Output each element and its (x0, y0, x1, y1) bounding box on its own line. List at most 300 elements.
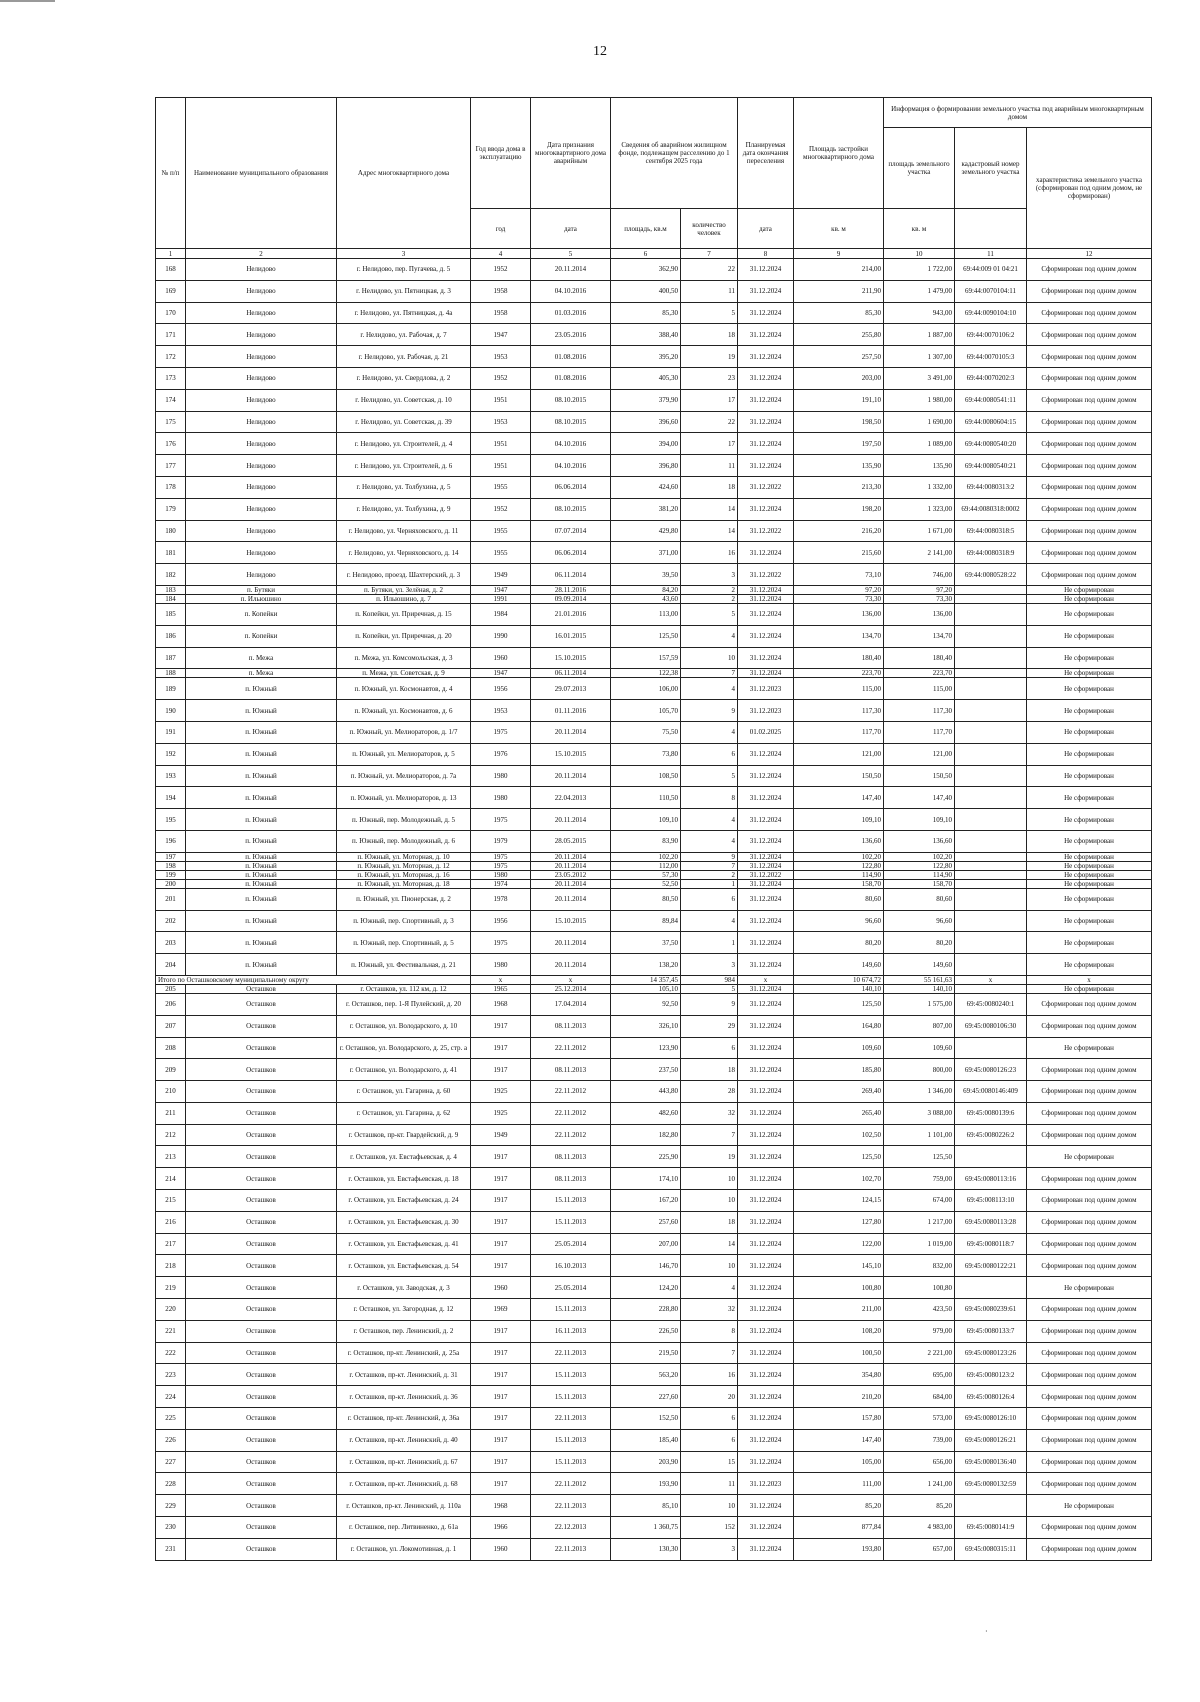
cadastral-number (955, 625, 1027, 647)
people: 15 (681, 1451, 738, 1473)
building-area: 211,00 (794, 1299, 884, 1321)
row-number: 184 (156, 594, 186, 603)
land-status: Сформирован под одним домом (1027, 411, 1152, 433)
people: 2 (681, 870, 738, 879)
emergency-date: 15.10.2015 (531, 647, 611, 669)
row-number: 193 (156, 765, 186, 787)
people: 5 (681, 302, 738, 324)
table-row (156, 954, 1152, 976)
people: 5 (681, 984, 738, 993)
planned-date: 31.12.2024 (738, 346, 794, 368)
year-built: 1917 (471, 1408, 531, 1430)
people: 17 (681, 389, 738, 411)
building-area: 158,70 (794, 879, 884, 888)
building-area: 117,70 (794, 721, 884, 743)
area: 152,50 (611, 1408, 681, 1430)
table-row (156, 1124, 1152, 1146)
year-built: 1952 (471, 259, 531, 281)
table-row (156, 594, 1152, 603)
area: 122,38 (611, 669, 681, 678)
address: г. Нелидово, ул. Советская, д. 10 (337, 389, 471, 411)
land-area: 3 088,00 (884, 1102, 955, 1124)
building-area: 198,20 (794, 498, 884, 520)
cadastral-number: 69:44:0080540:21 (955, 455, 1027, 477)
land-status: Сформирован под одним домом (1027, 1081, 1152, 1103)
planned-date: 31.12.2024 (738, 932, 794, 954)
cadastral-number: 69:44:0070105:3 (955, 346, 1027, 368)
municipality: п. Копейки (186, 625, 337, 647)
emergency-date: 22.11.2012 (531, 1124, 611, 1146)
area: 108,50 (611, 765, 681, 787)
address: г. Осташков, пр-кт. Ленинский, д. 25а (337, 1342, 471, 1364)
emergency-date: 09.09.2014 (531, 594, 611, 603)
row-number: 213 (156, 1146, 186, 1168)
cadastral-number: 69:45:0080315:11 (955, 1538, 1027, 1560)
table-row (156, 932, 1152, 954)
people: 4 (681, 625, 738, 647)
people: 6 (681, 1429, 738, 1451)
address: г. Нелидово, ул. Черняховского, д. 11 (337, 520, 471, 542)
municipality: Осташков (186, 1517, 337, 1539)
address: п. Бутяки, ул. Зелёная, д. 2 (337, 585, 471, 594)
year-built: 1960 (471, 647, 531, 669)
unit-date2: дата (738, 209, 794, 249)
col-land-char-header: характеристика земельного участка (сформирован под одним домом, не сформирован) (1027, 128, 1152, 249)
row-number: 174 (156, 389, 186, 411)
cadastral-number: 69:45:0080123:2 (955, 1364, 1027, 1386)
table-row (156, 564, 1152, 586)
area: 85,30 (611, 302, 681, 324)
address: г. Нелидово, ул. Строителей, д. 4 (337, 433, 471, 455)
land-area: 979,00 (884, 1320, 955, 1342)
table-row (156, 1277, 1152, 1299)
municipality: п. Южный (186, 932, 337, 954)
emergency-date: 28.11.2016 (531, 585, 611, 594)
address: г. Осташков, ул. 112 км, д. 12 (337, 984, 471, 993)
year-built: 1990 (471, 625, 531, 647)
row-number: 218 (156, 1255, 186, 1277)
cadastral-number (955, 852, 1027, 861)
planned-date: 31.12.2024 (738, 1190, 794, 1212)
planned-date: 31.12.2022 (738, 520, 794, 542)
row-number: 216 (156, 1211, 186, 1233)
year-built: 1955 (471, 476, 531, 498)
area: 207,00 (611, 1233, 681, 1255)
building-area: 114,90 (794, 870, 884, 879)
cadastral-number (955, 954, 1027, 976)
municipality: Осташков (186, 1320, 337, 1342)
planned-date: 31.12.2024 (738, 765, 794, 787)
people: 10 (681, 1495, 738, 1517)
municipality: Нелидово (186, 346, 337, 368)
building-area: 136,60 (794, 830, 884, 852)
land-area: 943,00 (884, 302, 955, 324)
people: 152 (681, 1517, 738, 1539)
address: п. Южный, ул. Моторная, д. 12 (337, 861, 471, 870)
unit-sqm2: кв. м (884, 209, 955, 249)
address: п. Южный, ул. Мелиораторов, д. 13 (337, 787, 471, 809)
emergency-date: 22.11.2012 (531, 1081, 611, 1103)
address: п. Южный, ул. Моторная, д. 10 (337, 852, 471, 861)
land-area: 109,60 (884, 1037, 955, 1059)
subtotal-x: x (471, 975, 531, 984)
subtotal-row (156, 975, 1152, 984)
land-area: 1 671,00 (884, 520, 955, 542)
land-area: 800,00 (884, 1059, 955, 1081)
land-area: 140,10 (884, 984, 955, 993)
address: г. Осташков, пр-кт. Ленинский, д. 67 (337, 1451, 471, 1473)
emergency-date: 22.11.2012 (531, 1102, 611, 1124)
row-number: 191 (156, 721, 186, 743)
year-built: 1917 (471, 1320, 531, 1342)
building-area: 164,80 (794, 1015, 884, 1037)
year-built: 1917 (471, 1429, 531, 1451)
table-row (156, 1233, 1152, 1255)
building-area: 127,80 (794, 1211, 884, 1233)
address: г. Осташков, ул. Заводская, д. 3 (337, 1277, 471, 1299)
planned-date: 31.12.2024 (738, 1124, 794, 1146)
land-status: Не сформирован (1027, 787, 1152, 809)
municipality: п. Копейки (186, 603, 337, 625)
emergency-date: 22.11.2013 (531, 1408, 611, 1430)
emergency-date: 25.05.2014 (531, 1277, 611, 1299)
cadastral-number: 69:45:0080136:40 (955, 1451, 1027, 1473)
row-number: 192 (156, 743, 186, 765)
cadastral-number (955, 888, 1027, 910)
land-area: 117,70 (884, 721, 955, 743)
address: г. Осташков, пер. 1-Я Пулейский, д. 20 (337, 993, 471, 1015)
planned-date: 31.12.2024 (738, 993, 794, 1015)
building-area: 100,50 (794, 1342, 884, 1364)
land-status: Сформирован под одним домом (1027, 1517, 1152, 1539)
land-area: 180,40 (884, 647, 955, 669)
land-status: Сформирован под одним домом (1027, 1299, 1152, 1321)
municipality: Осташков (186, 1190, 337, 1212)
building-area: 109,10 (794, 809, 884, 831)
year-built: 1965 (471, 984, 531, 993)
address: г. Осташков, ул. Евстафьевская, д. 4 (337, 1146, 471, 1168)
municipality: Нелидово (186, 433, 337, 455)
col-num-header: № п/п (156, 98, 186, 249)
table-row (156, 389, 1152, 411)
building-area: 73,10 (794, 564, 884, 586)
municipality: Осташков (186, 1408, 337, 1430)
row-number: 225 (156, 1408, 186, 1430)
address: г. Нелидово, ул. Пятницкая, д. 4а (337, 302, 471, 324)
building-area: 210,20 (794, 1386, 884, 1408)
row-number: 220 (156, 1299, 186, 1321)
area: 1 360,75 (611, 1517, 681, 1539)
area: 57,30 (611, 870, 681, 879)
area: 92,50 (611, 993, 681, 1015)
area: 424,60 (611, 476, 681, 498)
year-built: 1968 (471, 1495, 531, 1517)
building-area: 80,20 (794, 932, 884, 954)
row-number: 226 (156, 1429, 186, 1451)
address: п. Южный, пер. Спортивный, д. 5 (337, 932, 471, 954)
area: 83,90 (611, 830, 681, 852)
year-built: 1917 (471, 1146, 531, 1168)
land-area: 4 983,00 (884, 1517, 955, 1539)
municipality: п. Южный (186, 888, 337, 910)
emergency-date: 20.11.2014 (531, 861, 611, 870)
area: 227,60 (611, 1386, 681, 1408)
emergency-date: 17.04.2014 (531, 993, 611, 1015)
land-status: Не сформирован (1027, 585, 1152, 594)
emergency-date: 15.11.2013 (531, 1364, 611, 1386)
building-area: 125,50 (794, 1146, 884, 1168)
land-area: 573,00 (884, 1408, 955, 1430)
row-number: 181 (156, 542, 186, 564)
land-area: 1 019,00 (884, 1233, 955, 1255)
municipality: п. Южный (186, 861, 337, 870)
land-area: 759,00 (884, 1168, 955, 1190)
land-area: 1 479,00 (884, 280, 955, 302)
row-number: 186 (156, 625, 186, 647)
year-built: 1917 (471, 1015, 531, 1037)
planned-date: 31.12.2024 (738, 542, 794, 564)
municipality: п. Южный (186, 743, 337, 765)
table-row (156, 476, 1152, 498)
row-number: 199 (156, 870, 186, 879)
cadastral-number: 69:45:0080123:26 (955, 1342, 1027, 1364)
cadastral-number (955, 743, 1027, 765)
row-number: 202 (156, 910, 186, 932)
cadastral-number (955, 603, 1027, 625)
land-area: 1 089,00 (884, 433, 955, 455)
area: 203,90 (611, 1451, 681, 1473)
address: п. Южный, ул. Моторная, д. 18 (337, 879, 471, 888)
area: 106,00 (611, 678, 681, 700)
land-status: Сформирован под одним домом (1027, 1451, 1152, 1473)
cadastral-number: 69:44:0080604:15 (955, 411, 1027, 433)
land-status: Сформирован под одним домом (1027, 1015, 1152, 1037)
area: 112,00 (611, 861, 681, 870)
municipality: Осташков (186, 1102, 337, 1124)
building-area: 115,00 (794, 678, 884, 700)
row-number: 171 (156, 324, 186, 346)
scan-edge-mark (0, 0, 55, 2)
municipality: Осташков (186, 1364, 337, 1386)
emergency-date: 15.11.2013 (531, 1451, 611, 1473)
row-number: 177 (156, 455, 186, 477)
year-built: 1955 (471, 520, 531, 542)
people: 4 (681, 910, 738, 932)
row-number: 203 (156, 932, 186, 954)
people: 4 (681, 721, 738, 743)
address: г. Осташков, ул. Гагарина, д. 60 (337, 1081, 471, 1103)
planned-date: 31.12.2024 (738, 830, 794, 852)
table-row (156, 1451, 1152, 1473)
land-area: 125,50 (884, 1146, 955, 1168)
cadastral-number: 69:44:0070106:2 (955, 324, 1027, 346)
table-row (156, 830, 1152, 852)
people: 7 (681, 1124, 738, 1146)
area: 43,60 (611, 594, 681, 603)
planned-date: 31.12.2024 (738, 1408, 794, 1430)
land-area: 656,00 (884, 1451, 955, 1473)
emergency-date: 16.11.2013 (531, 1320, 611, 1342)
unit-date: дата (531, 209, 611, 249)
address: г. Осташков, пр-кт. Ленинский, д. 110а (337, 1495, 471, 1517)
year-built: 1952 (471, 367, 531, 389)
row-number: 229 (156, 1495, 186, 1517)
people: 22 (681, 259, 738, 281)
area: 257,60 (611, 1211, 681, 1233)
area: 388,40 (611, 324, 681, 346)
municipality: п. Южный (186, 809, 337, 831)
people: 10 (681, 1190, 738, 1212)
row-number: 209 (156, 1059, 186, 1081)
cadastral-number: 69:45:0080126:10 (955, 1408, 1027, 1430)
area: 109,10 (611, 809, 681, 831)
table-row (156, 910, 1152, 932)
planned-date: 31.12.2024 (738, 1168, 794, 1190)
people: 4 (681, 1277, 738, 1299)
emergency-date: 28.05.2015 (531, 830, 611, 852)
year-built: 1966 (471, 1517, 531, 1539)
land-area: 136,00 (884, 603, 955, 625)
building-area: 125,50 (794, 993, 884, 1015)
cadastral-number: 69:44:0080318:9 (955, 542, 1027, 564)
area: 326,10 (611, 1015, 681, 1037)
emergency-date: 07.07.2014 (531, 520, 611, 542)
land-status: Сформирован под одним домом (1027, 1429, 1152, 1451)
land-status: Сформирован под одним домом (1027, 1190, 1152, 1212)
land-area: 695,00 (884, 1364, 955, 1386)
address: п. Ильюшино, д. 7 (337, 594, 471, 603)
land-status: Не сформирован (1027, 743, 1152, 765)
area: 225,90 (611, 1146, 681, 1168)
year-built: 1917 (471, 1342, 531, 1364)
land-status: Сформирован под одним домом (1027, 520, 1152, 542)
area: 237,50 (611, 1059, 681, 1081)
table-row (156, 1538, 1152, 1560)
planned-date: 31.12.2024 (738, 861, 794, 870)
area: 89,84 (611, 910, 681, 932)
land-area: 100,80 (884, 1277, 955, 1299)
emergency-date: 08.10.2015 (531, 498, 611, 520)
planned-date: 31.12.2024 (738, 1517, 794, 1539)
land-area: 1 346,00 (884, 1081, 955, 1103)
people: 1 (681, 932, 738, 954)
planned-date: 31.12.2024 (738, 324, 794, 346)
row-number: 231 (156, 1538, 186, 1560)
emergency-date: 04.10.2016 (531, 280, 611, 302)
building-area: 97,20 (794, 585, 884, 594)
people: 5 (681, 603, 738, 625)
address: г. Осташков, пр-кт. Гвардейский, д. 9 (337, 1124, 471, 1146)
people: 6 (681, 1037, 738, 1059)
row-number: 168 (156, 259, 186, 281)
land-status: Сформирован под одним домом (1027, 367, 1152, 389)
land-area: 80,20 (884, 932, 955, 954)
year-built: 1917 (471, 1211, 531, 1233)
table-row (156, 324, 1152, 346)
cadastral-number: 69:45:0080106:30 (955, 1015, 1027, 1037)
cadastral-number: 69:44:0080528:22 (955, 564, 1027, 586)
municipality: Нелидово (186, 302, 337, 324)
area: 102,20 (611, 852, 681, 861)
area: 394,00 (611, 433, 681, 455)
year-built: 1960 (471, 1538, 531, 1560)
building-area: 134,70 (794, 625, 884, 647)
building-area: 198,50 (794, 411, 884, 433)
address: г. Осташков, ул. Володарского, д. 41 (337, 1059, 471, 1081)
people: 17 (681, 433, 738, 455)
subtotal-x: x (955, 975, 1027, 984)
emergency-date: 16.10.2013 (531, 1255, 611, 1277)
emergency-date: 25.12.2014 (531, 984, 611, 993)
year-built: 1917 (471, 1190, 531, 1212)
people: 18 (681, 1211, 738, 1233)
land-area: 746,00 (884, 564, 955, 586)
planned-date: 31.12.2024 (738, 367, 794, 389)
building-area: 216,20 (794, 520, 884, 542)
area: 379,90 (611, 389, 681, 411)
subtotal-land-area: 55 161,63 (884, 975, 955, 984)
municipality: Осташков (186, 1146, 337, 1168)
year-built: 1917 (471, 1168, 531, 1190)
table-row (156, 259, 1152, 281)
cadastral-number: 69:44:0090104:10 (955, 302, 1027, 324)
building-area: 215,60 (794, 542, 884, 564)
planned-date: 31.12.2024 (738, 1015, 794, 1037)
address: г. Нелидово, ул. Пятницкая, д. 3 (337, 280, 471, 302)
address: г. Осташков, пр-кт. Ленинский, д. 36а (337, 1408, 471, 1430)
year-built: 1960 (471, 1277, 531, 1299)
land-area: 657,00 (884, 1538, 955, 1560)
municipality: Осташков (186, 1233, 337, 1255)
municipality: п. Южный (186, 721, 337, 743)
land-area: 739,00 (884, 1429, 955, 1451)
area: 80,50 (611, 888, 681, 910)
land-area: 109,10 (884, 809, 955, 831)
planned-date: 31.12.2024 (738, 259, 794, 281)
land-status: Не сформирован (1027, 910, 1152, 932)
cadastral-number (955, 647, 1027, 669)
people: 16 (681, 1364, 738, 1386)
area: 228,80 (611, 1299, 681, 1321)
year-built: 1949 (471, 1124, 531, 1146)
row-number: 222 (156, 1342, 186, 1364)
planned-date: 31.12.2022 (738, 870, 794, 879)
building-area: 102,20 (794, 852, 884, 861)
emergency-date: 15.11.2013 (531, 1429, 611, 1451)
area: 182,80 (611, 1124, 681, 1146)
area: 75,50 (611, 721, 681, 743)
year-built: 1925 (471, 1081, 531, 1103)
row-number: 172 (156, 346, 186, 368)
area: 124,20 (611, 1277, 681, 1299)
municipality: Осташков (186, 1211, 337, 1233)
table-row (156, 678, 1152, 700)
people: 9 (681, 852, 738, 861)
cadastral-number (955, 765, 1027, 787)
municipality: п. Межа (186, 647, 337, 669)
land-area: 150,50 (884, 765, 955, 787)
people: 22 (681, 411, 738, 433)
row-number: 217 (156, 1233, 186, 1255)
table-row (156, 1037, 1152, 1059)
year-built: 1951 (471, 389, 531, 411)
municipality: Осташков (186, 1473, 337, 1495)
cadastral-number: 69:45:0080239:61 (955, 1299, 1027, 1321)
year-built: 1980 (471, 787, 531, 809)
land-area: 85,20 (884, 1495, 955, 1517)
row-number: 206 (156, 993, 186, 1015)
col-number: 6 (611, 249, 681, 259)
